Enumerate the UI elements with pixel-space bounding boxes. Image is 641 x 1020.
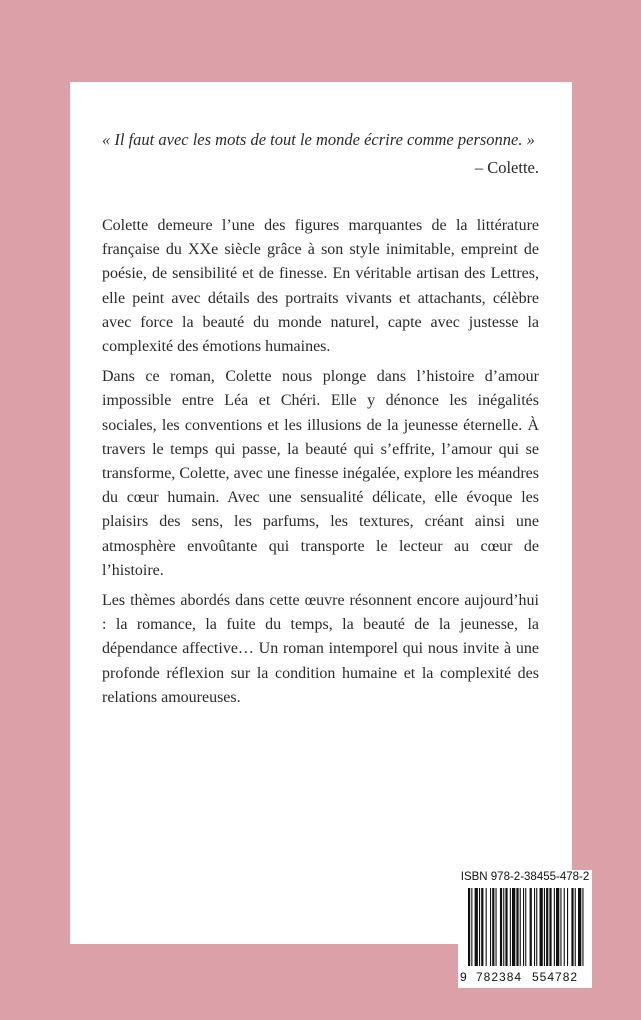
barcode-first-digit: 9 [460, 970, 468, 984]
blurb-paragraph-2: Dans ce roman, Colette nous plonge dans l’histoire d’amour impossible entre Léa et Chéri. Elle y dénonce les inégalités sociales, les conventions et les illusions de la jeunesse éternelle. À travers le temps qui passe, la beauté qui s’effrite, l’amour qui se transforme, Colette, avec une finesse inégalée, explore les méandres du cœur humain. Avec une sensualité délicate, elle évoque les plaisirs des sens, les parfums, les textures, créant ainsi une atmosphère envoûtante qui transporte le lecteur au cœur de l’histoire. [102, 368, 539, 579]
barcode-bar [567, 888, 568, 966]
barcode-bar [486, 888, 487, 966]
barcode-bar [512, 888, 515, 966]
barcode-bar [471, 888, 472, 966]
barcode-bar [505, 888, 507, 966]
blurb-paragraph-3: Les thèmes abordés dans cette œuvre résonnent encore aujourd’hui : la romance, la fuite du temps, la beauté de la jeunesse, la dépendance affective… Un roman intemporel qui nous invite à une profonde réflexion sur la condition humaine et la complexité des relations amoureuses. [102, 592, 539, 706]
barcode-bar [479, 888, 480, 966]
back-cover-blurb [102, 214, 539, 716]
barcode-bar [560, 888, 561, 966]
isbn-barcode [458, 870, 592, 988]
barcode-bar [578, 888, 581, 966]
barcode-bar [523, 888, 524, 966]
barcode-bar [530, 888, 532, 966]
barcode-bar [490, 888, 491, 966]
barcode-bar [492, 888, 494, 966]
barcode-bar [496, 888, 497, 966]
barcode-bar [525, 888, 526, 966]
barcode-right-group: 554782 [532, 970, 579, 984]
barcode-bar [556, 888, 559, 966]
barcode-bar [540, 888, 543, 966]
barcode-bars [462, 888, 588, 972]
barcode-bar [516, 888, 518, 966]
barcode-bar [544, 888, 545, 966]
blurb-paragraph-1: Colette demeure l’une des figures marquantes de la littérature française du XXe siècle grâce à son style inimitable, empreint de poésie, de sensibilité et de finesse. En véritable artisan des Lettres, elle peint avec détails des portraits vivants et attachants, célèbre avec force la beauté du monde naturel, capte avec justesse la complexité des émotions humaines. [102, 217, 539, 356]
barcode-bar [481, 888, 483, 966]
barcode-bar [582, 888, 583, 966]
barcode-bar [564, 888, 565, 966]
barcode-bar [546, 888, 548, 966]
barcode-bar [554, 888, 555, 966]
barcode-bar [549, 888, 551, 966]
barcode-bar [575, 888, 576, 966]
epigraph-attribution: – Colette. [474, 158, 539, 177]
barcode-bar [520, 888, 521, 966]
barcode-bar [500, 888, 502, 966]
barcode-bar [536, 888, 537, 966]
barcode-bar [571, 888, 573, 966]
barcode-left-group: 782384 [476, 970, 523, 984]
barcode-bar [475, 888, 478, 966]
barcode-bar [534, 888, 535, 966]
epigraph-quote: « Il faut avec les mots de tout le monde écrire comme personne. » [102, 130, 535, 149]
isbn-label: ISBN 978-2-38455-478-2 [460, 871, 590, 883]
barcode-bar [510, 888, 511, 966]
barcode-bar [503, 888, 504, 966]
barcode-bar [468, 888, 470, 966]
